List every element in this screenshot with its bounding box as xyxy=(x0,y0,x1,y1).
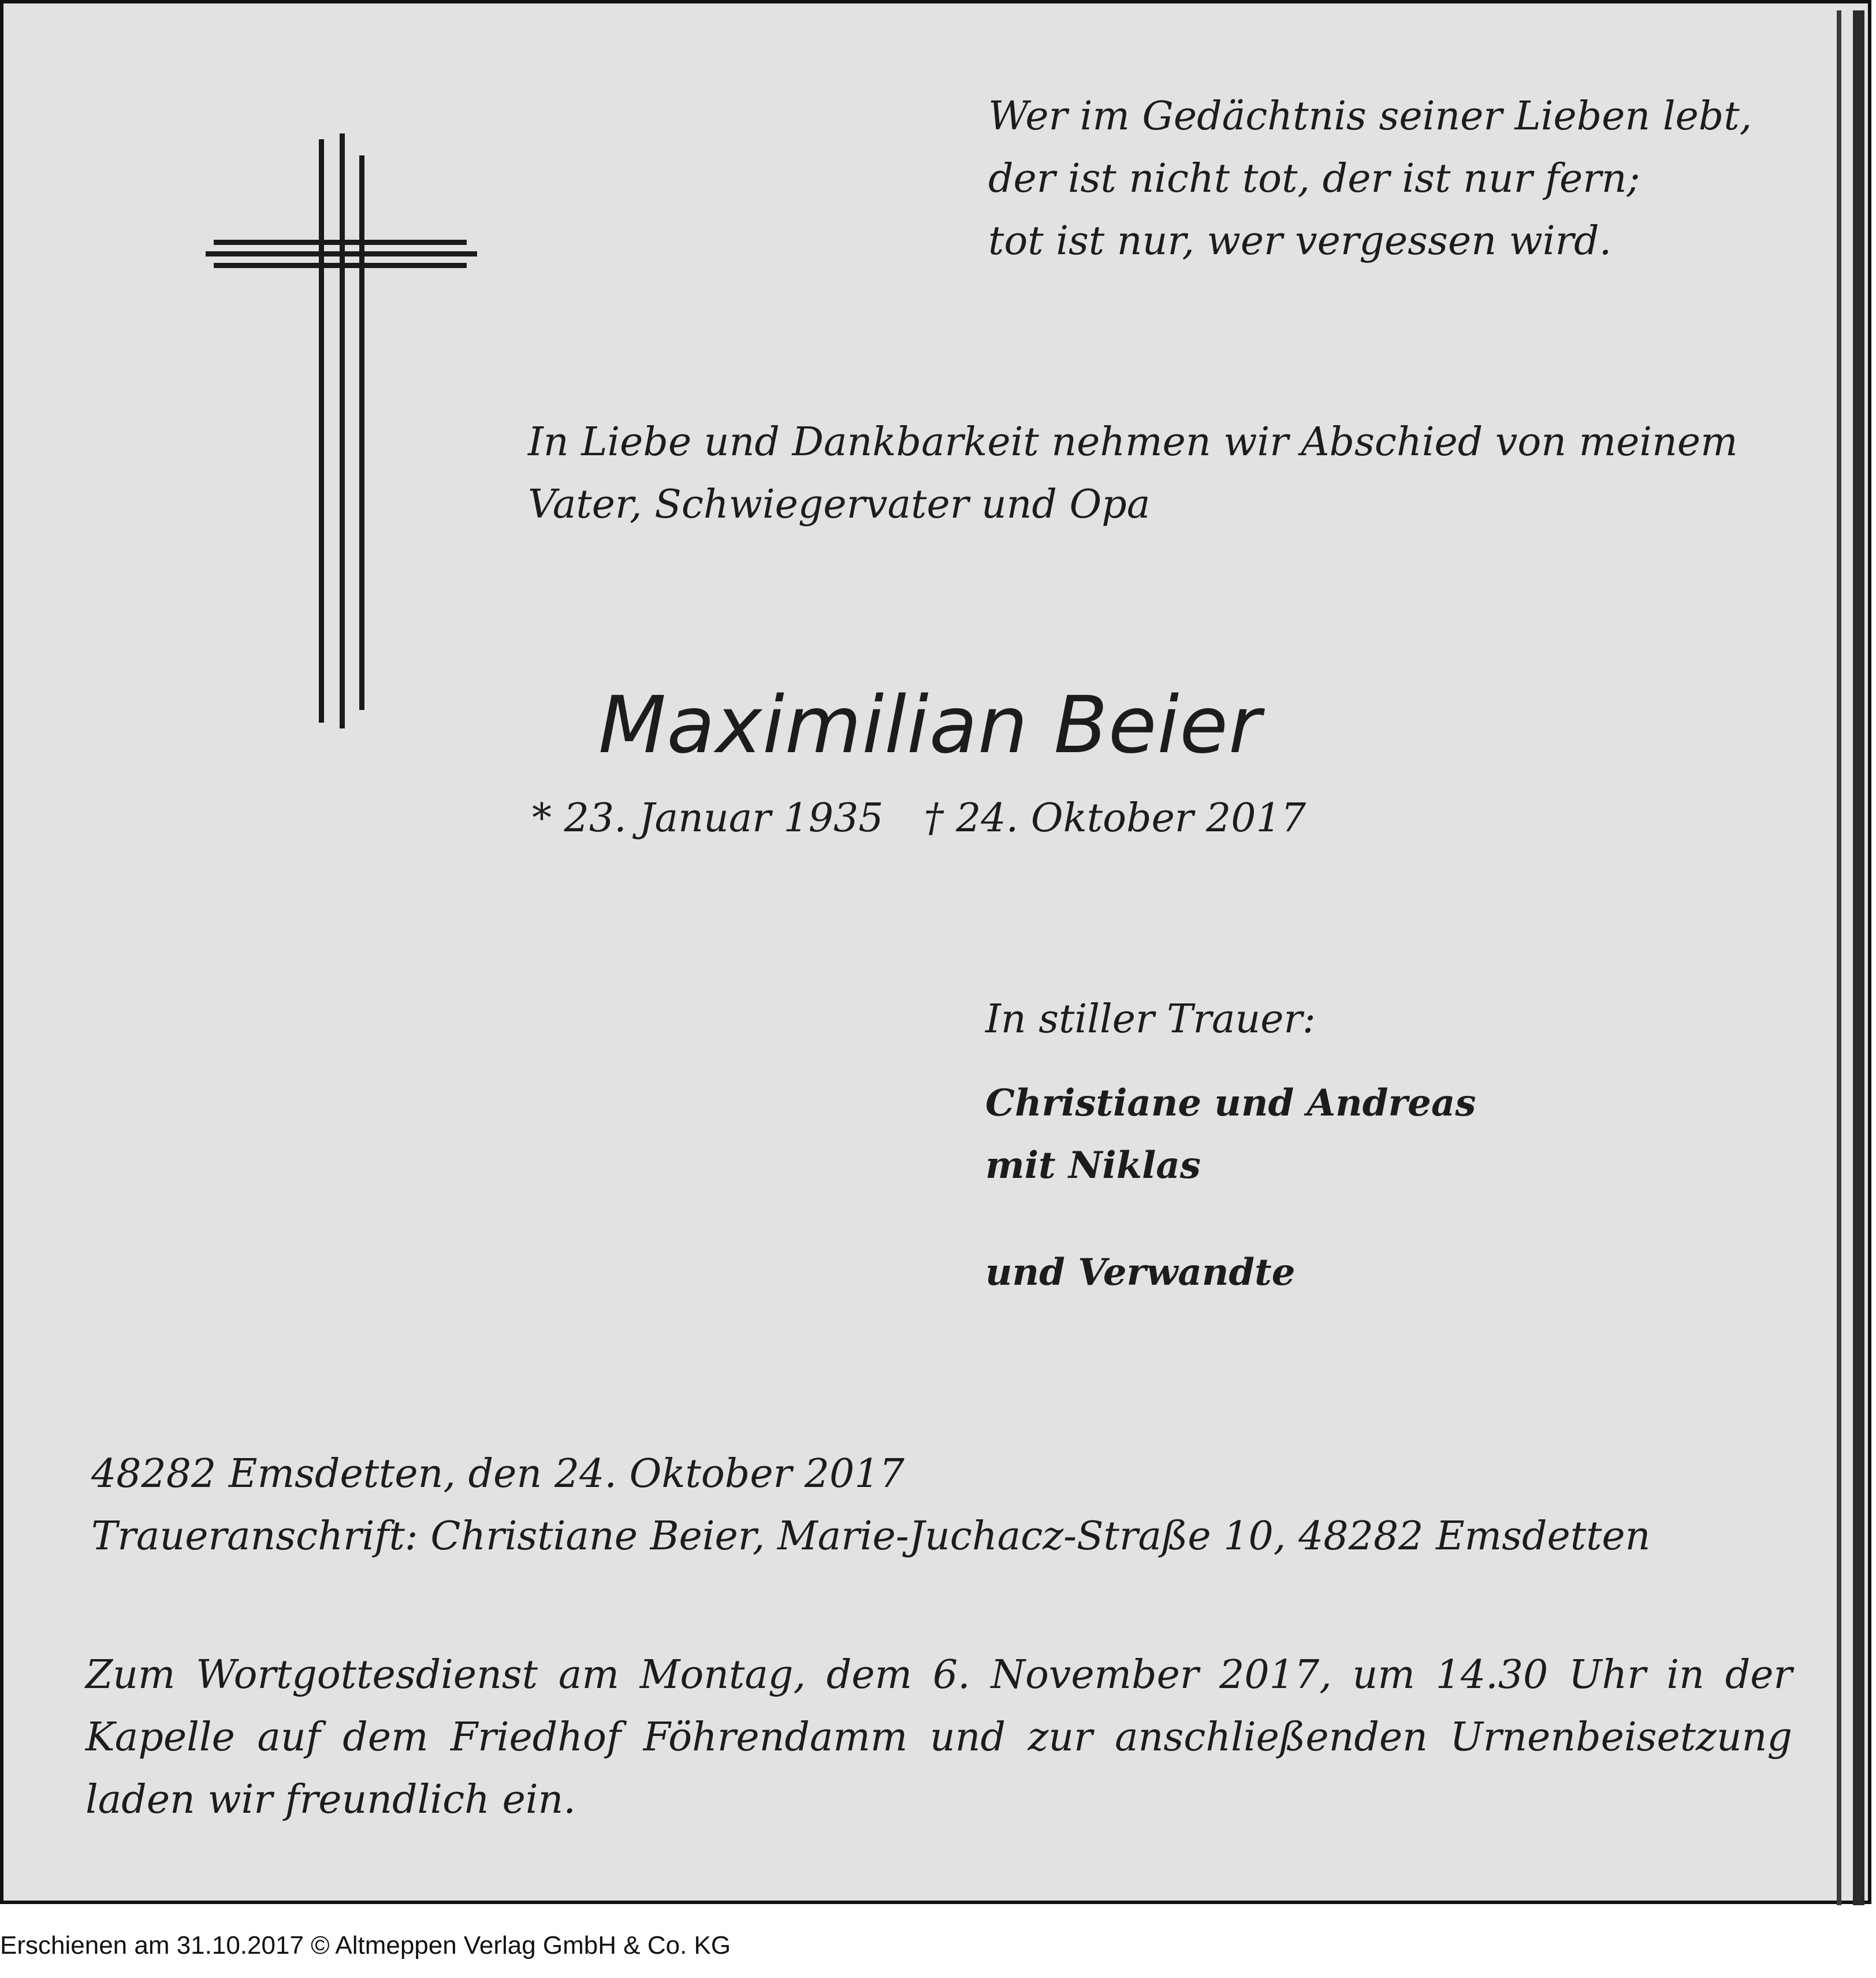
life-dates xyxy=(532,787,1306,850)
memorial-quote xyxy=(988,85,1752,273)
place-and-address xyxy=(91,1443,1650,1568)
quote-line: der ist nicht tot, der ist nur fern; xyxy=(988,156,1640,202)
intro-line: Vater, Schwiegervater und Opa xyxy=(528,482,1151,527)
mourner-line: mit Niklas xyxy=(985,1144,1201,1187)
mourner-line: Christiane und Andreas xyxy=(985,1081,1476,1125)
mourners xyxy=(985,1072,1476,1197)
mourning-label: In stiller Trauer: xyxy=(985,997,1316,1042)
relatives: und Verwandte xyxy=(985,1251,1296,1294)
place-date: 48282 Emsdetten, den 24. Oktober 2017 xyxy=(91,1451,904,1497)
service-line: Kapelle auf dem Friedhof Föhrendamm und zur anschließenden Urnenbeisetzung xyxy=(85,1715,1792,1760)
service-line: laden wir freundlich ein. xyxy=(85,1777,576,1823)
quote-line: Wer im Gedächtnis seiner Lieben lebt, xyxy=(988,94,1752,139)
farewell-intro xyxy=(528,411,1738,536)
mourning-address: Traueranschrift: Christiane Beier, Marie-Juchacz-Straße 10, 48282 Emsdetten xyxy=(91,1514,1651,1559)
quote-line: tot ist nur, wer vergessen wird. xyxy=(988,218,1612,264)
service-line: Zum Wortgottesdienst am Montag, dem 6. November 2017, um 14.30 Uhr in der xyxy=(85,1652,1792,1698)
death-date: † 24. Oktober 2017 xyxy=(924,795,1306,841)
deceased-name: Maximilian Beier xyxy=(598,680,1261,771)
service-invitation xyxy=(85,1644,1792,1831)
border-accent-inner xyxy=(1837,10,1841,1905)
cross-icon xyxy=(206,133,483,734)
birth-date: * 23. Januar 1935 xyxy=(532,795,884,841)
border-accent xyxy=(1853,10,1864,1905)
intro-line: In Liebe und Dankbarkeit nehmen wir Abschied von meinem xyxy=(528,419,1738,465)
publication-credit: Erschienen am 31.10.2017 © Altmeppen Verlag GmbH & Co. KG xyxy=(0,1931,731,1960)
